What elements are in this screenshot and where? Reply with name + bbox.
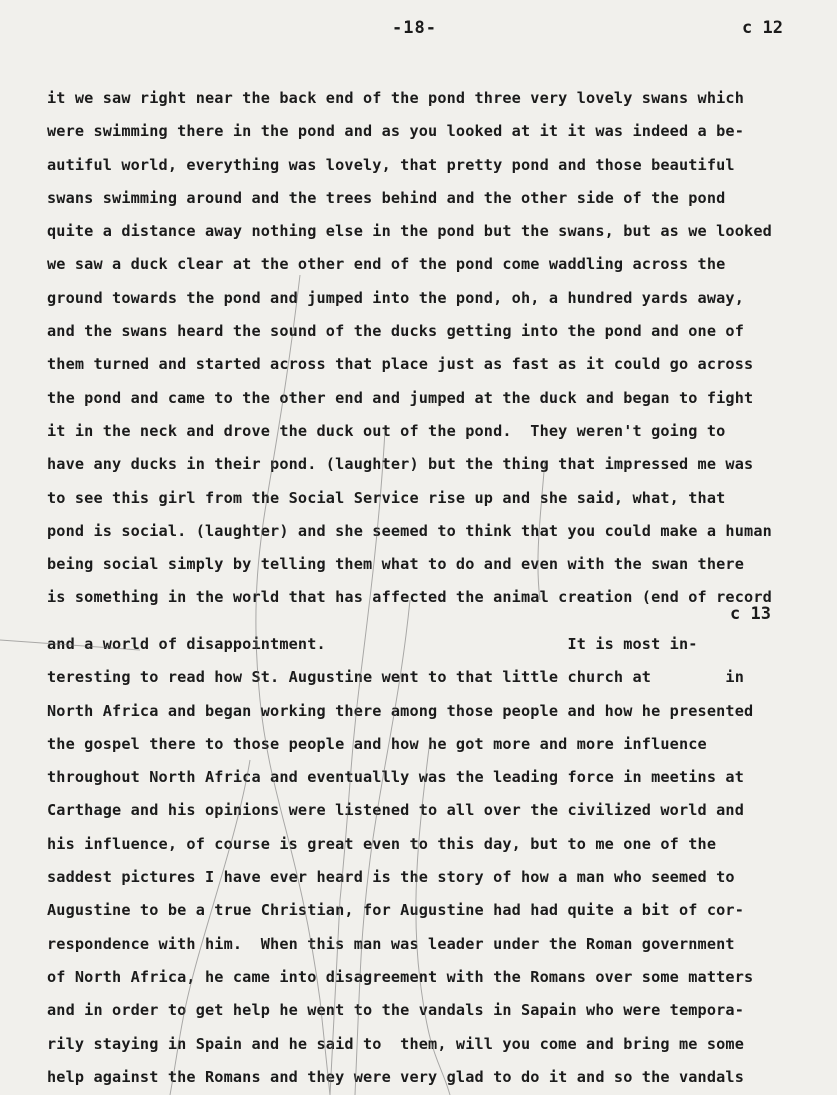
section-mark-mid: c 13 [730,604,771,624]
text-line: to see this girl from the Social Service rise up and she said, what, that [47,488,726,507]
text-line: pond is social. (laughter) and she seemed to think that you could make a human [47,521,772,540]
text-line: the gospel there to those people and how he got more and more influence [47,734,707,753]
text-line: have any ducks in their pond. (laughter) but the thing that impressed me was [47,455,754,474]
text-line: ground towards the pond and jumped into the pond, oh, a hundred yards away, [47,288,745,307]
text-line: Carthage and his opinions were listened to all over the civilized world and [47,801,745,820]
text-line: teresting to read how St. Augustine went to that little church at in [47,668,745,687]
text-line: respondence with him. When this man was leader under the Roman government [47,934,735,953]
text-line: throughout North Africa and eventuallly was the leading force in meetins at [47,768,745,787]
text-line: and in order to get help he went to the vandals in Sapain who were tempora- [47,1001,745,1020]
text-line: and a world of disappointment. It is most in- [47,635,698,653]
text-line: were swimming there in the pond and as you looked at it it was indeed a be- [47,122,745,141]
section-mark-top: c 12 [742,18,783,38]
text-line: North Africa and began working there among those people and how he presented [47,701,754,720]
text-line: swans swimming around and the trees behind and the other side of the pond [47,188,726,207]
text-block-1 [47,82,837,615]
text-line: them turned and started across that place just as fast as it could go across [47,355,754,374]
text-line: autiful world, everything was lovely, that pretty pond and those beautiful [47,155,735,174]
text-line: of North Africa, he came into disagreement with the Romans over some matters [47,967,754,986]
text-line: it in the neck and drove the duck out of the pond. They weren't going to [47,421,726,440]
text-line: being social simply by telling them what to do and even with the swan there [47,555,745,574]
text-line: rily staying in Spain and he said to them, will you come and bring me some [47,1034,745,1053]
text-line: his influence, of course is great even to this day, but to me one of the [47,834,717,853]
text-line: we saw a duck clear at the other end of the pond come waddling across the [47,255,726,274]
text-line: quite a distance away nothing else in the pond but the swans, but as we looked [47,222,772,241]
text-block-2 [47,628,837,1094]
text-line: it we saw right near the back end of the pond three very lovely swans which [47,89,745,107]
text-line: is something in the world that has affected the animal creation (end of record [47,588,772,607]
text-line: Augustine to be a true Christian, for Augustine had had quite a bit of cor- [47,901,745,920]
page-number: -18- [392,18,437,38]
text-line: help against the Romans and they were very glad to do it and so the vandals [47,1067,745,1086]
text-line: and the swans heard the sound of the ducks getting into the pond and one of [47,322,745,341]
text-line: saddest pictures I have ever heard is the story of how a man who seemed to [47,868,735,887]
text-line: the pond and came to the other end and jumped at the duck and began to fight [47,388,754,407]
